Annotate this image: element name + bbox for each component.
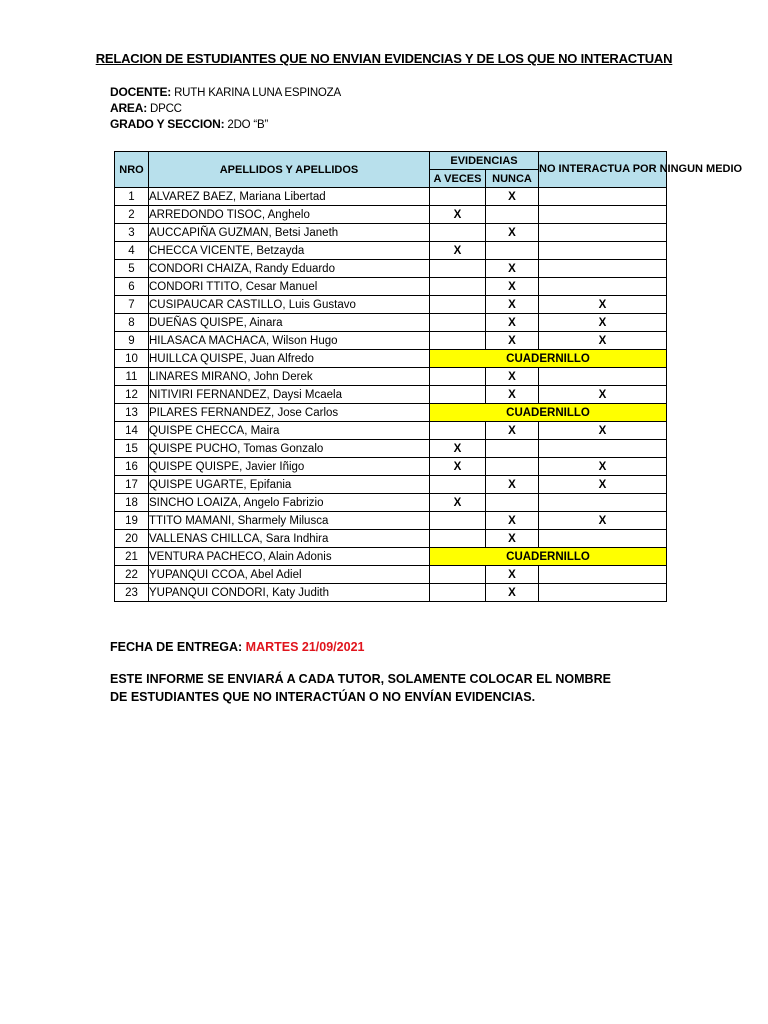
no-interactua-cell xyxy=(539,566,667,584)
row-number: 6 xyxy=(115,278,149,296)
table-row xyxy=(115,332,667,350)
student-name: YUPANQUI CCOA, Abel Adiel xyxy=(149,566,430,584)
no-interactua-cell: X xyxy=(539,386,667,404)
table-row xyxy=(115,458,667,476)
nunca-cell xyxy=(486,458,539,476)
area-label: AREA: xyxy=(110,101,147,115)
table-row xyxy=(115,440,667,458)
nunca-cell: X xyxy=(486,278,539,296)
row-number: 9 xyxy=(115,332,149,350)
row-number: 8 xyxy=(115,314,149,332)
table-row xyxy=(115,494,667,512)
row-number: 4 xyxy=(115,242,149,260)
a-veces-cell xyxy=(430,296,486,314)
nunca-cell: X xyxy=(486,260,539,278)
student-table xyxy=(114,151,743,602)
fecha-label: FECHA DE ENTREGA: xyxy=(110,640,246,654)
row-number: 17 xyxy=(115,476,149,494)
a-veces-cell xyxy=(430,278,486,296)
student-name: ARREDONDO TISOC, Anghelo xyxy=(149,206,430,224)
nunca-cell: X xyxy=(486,224,539,242)
nunca-cell: X xyxy=(486,566,539,584)
header-nro: NRO xyxy=(115,152,149,188)
student-name: VENTURA PACHECO, Alain Adonis xyxy=(149,548,430,566)
no-interactua-cell: X xyxy=(539,314,667,332)
grado-line xyxy=(110,117,268,131)
header-a-veces: A VECES xyxy=(430,170,486,188)
no-interactua-cell xyxy=(539,368,667,386)
nunca-cell: X xyxy=(486,530,539,548)
instruction-note: ESTE INFORME SE ENVIARÁ A CADA TUTOR, SOLAMENTE COLOCAR EL NOMBRE DE ESTUDIANTES QUE NO INTERACTÚAN O NO ENVÍAN EVIDENCIAS. xyxy=(110,672,611,704)
row-number: 14 xyxy=(115,422,149,440)
a-veces-cell xyxy=(430,332,486,350)
no-interactua-cell: X xyxy=(539,296,667,314)
student-name: LINARES MIRANO, John Derek xyxy=(149,368,430,386)
grado-label: GRADO Y SECCION: xyxy=(110,117,225,131)
student-name: CONDORI CHAIZA, Randy Eduardo xyxy=(149,260,430,278)
student-name: YUPANQUI CONDORI, Katy Judith xyxy=(149,584,430,602)
table-row xyxy=(115,566,667,584)
row-number: 5 xyxy=(115,260,149,278)
student-name: CHECCA VICENTE, Betzayda xyxy=(149,242,430,260)
table-row xyxy=(115,512,667,530)
nunca-cell: X xyxy=(486,296,539,314)
student-name: HUILLCA QUISPE, Juan Alfredo xyxy=(149,350,430,368)
table-row xyxy=(115,224,667,242)
student-name: ALVAREZ BAEZ, Mariana Libertad xyxy=(149,188,430,206)
student-name: NITIVIRI FERNANDEZ, Daysi Mcaela xyxy=(149,386,430,404)
cuadernillo-cell: CUADERNILLO xyxy=(430,350,667,368)
nunca-cell xyxy=(486,242,539,260)
area-value: DPCC xyxy=(147,103,182,115)
no-interactua-cell xyxy=(539,440,667,458)
student-name: HILASACA MACHACA, Wilson Hugo xyxy=(149,332,430,350)
a-veces-cell xyxy=(430,386,486,404)
student-name: QUISPE CHECCA, Maira xyxy=(149,422,430,440)
table-row xyxy=(115,206,667,224)
no-interactua-cell xyxy=(539,260,667,278)
no-interactua-cell: X xyxy=(539,476,667,494)
no-interactua-cell: X xyxy=(539,512,667,530)
row-number: 12 xyxy=(115,386,149,404)
student-name: TTITO MAMANI, Sharmely Milusca xyxy=(149,512,430,530)
header-nunca: NUNCA xyxy=(486,170,539,188)
no-interactua-cell xyxy=(539,242,667,260)
a-veces-cell: X xyxy=(430,242,486,260)
a-veces-cell xyxy=(430,584,486,602)
a-veces-cell: X xyxy=(430,458,486,476)
table-body xyxy=(115,188,667,602)
nunca-cell xyxy=(486,206,539,224)
row-number: 13 xyxy=(115,404,149,422)
no-interactua-cell: X xyxy=(539,332,667,350)
a-veces-cell xyxy=(430,476,486,494)
nunca-cell: X xyxy=(486,368,539,386)
area-line xyxy=(110,101,182,115)
table-row xyxy=(115,260,667,278)
student-name: AUCCAPIÑA GUZMAN, Betsi Janeth xyxy=(149,224,430,242)
table-row xyxy=(115,188,667,206)
a-veces-cell: X xyxy=(430,206,486,224)
table-row xyxy=(115,314,667,332)
student-name: QUISPE QUISPE, Javier Iñigo xyxy=(149,458,430,476)
nunca-cell xyxy=(486,494,539,512)
student-name: CONDORI TTITO, Cesar Manuel xyxy=(149,278,430,296)
table-row xyxy=(115,386,667,404)
table-row xyxy=(115,368,667,386)
row-number: 22 xyxy=(115,566,149,584)
nunca-cell: X xyxy=(486,422,539,440)
table-row xyxy=(115,296,667,314)
table-row xyxy=(115,422,667,440)
nunca-cell: X xyxy=(486,332,539,350)
a-veces-cell xyxy=(430,224,486,242)
table-row xyxy=(115,404,667,422)
header-no-interactua: NO INTERACTUA POR NINGUN MEDIO xyxy=(539,152,667,188)
row-number: 21 xyxy=(115,548,149,566)
a-veces-cell: X xyxy=(430,494,486,512)
table-row xyxy=(115,476,667,494)
a-veces-cell xyxy=(430,368,486,386)
a-veces-cell xyxy=(430,566,486,584)
row-number: 19 xyxy=(115,512,149,530)
row-number: 23 xyxy=(115,584,149,602)
row-number: 2 xyxy=(115,206,149,224)
a-veces-cell xyxy=(430,188,486,206)
no-interactua-cell: X xyxy=(539,422,667,440)
a-veces-cell xyxy=(430,314,486,332)
docente-label: DOCENTE: xyxy=(110,85,172,99)
no-interactua-cell xyxy=(539,530,667,548)
student-name: DUEÑAS QUISPE, Ainara xyxy=(149,314,430,332)
student-name: SINCHO LOAIZA, Angelo Fabrizio xyxy=(149,494,430,512)
row-number: 7 xyxy=(115,296,149,314)
student-name: QUISPE PUCHO, Tomas Gonzalo xyxy=(149,440,430,458)
no-interactua-cell xyxy=(539,278,667,296)
no-interactua-cell xyxy=(539,188,667,206)
no-interactua-cell: X xyxy=(539,458,667,476)
header-nombres: APELLIDOS Y APELLIDOS xyxy=(149,152,430,188)
cuadernillo-cell: CUADERNILLO xyxy=(430,404,667,422)
fecha-entrega xyxy=(110,640,364,654)
no-interactua-cell xyxy=(539,494,667,512)
nunca-cell xyxy=(486,440,539,458)
header-evidencias: EVIDENCIAS xyxy=(430,152,539,170)
student-name: QUISPE UGARTE, Epifania xyxy=(149,476,430,494)
nunca-cell: X xyxy=(486,386,539,404)
grado-value: 2DO “B” xyxy=(224,119,269,131)
row-number: 10 xyxy=(115,350,149,368)
cuadernillo-cell: CUADERNILLO xyxy=(430,548,667,566)
student-name: PILARES FERNANDEZ, Jose Carlos xyxy=(149,404,430,422)
row-number: 18 xyxy=(115,494,149,512)
no-interactua-cell xyxy=(539,224,667,242)
row-number: 15 xyxy=(115,440,149,458)
no-interactua-cell xyxy=(539,206,667,224)
a-veces-cell: X xyxy=(430,440,486,458)
a-veces-cell xyxy=(430,530,486,548)
row-number: 20 xyxy=(115,530,149,548)
table-row xyxy=(115,548,667,566)
a-veces-cell xyxy=(430,422,486,440)
student-name: CUSIPAUCAR CASTILLO, Luis Gustavo xyxy=(149,296,430,314)
nunca-cell: X xyxy=(486,314,539,332)
table-row xyxy=(115,584,667,602)
student-name: VALLENAS CHILLCA, Sara Indhira xyxy=(149,530,430,548)
table-row xyxy=(115,350,667,368)
nunca-cell: X xyxy=(486,476,539,494)
row-number: 16 xyxy=(115,458,149,476)
nunca-cell: X xyxy=(486,188,539,206)
row-number: 11 xyxy=(115,368,149,386)
table-row xyxy=(115,242,667,260)
row-number: 1 xyxy=(115,188,149,206)
docente-line xyxy=(110,85,341,99)
no-interactua-cell xyxy=(539,584,667,602)
table-row xyxy=(115,530,667,548)
nunca-cell: X xyxy=(486,512,539,530)
row-number: 3 xyxy=(115,224,149,242)
nunca-cell: X xyxy=(486,584,539,602)
fecha-value: MARTES 21/09/2021 xyxy=(245,640,365,654)
a-veces-cell xyxy=(430,512,486,530)
document-title: RELACION DE ESTUDIANTES QUE NO ENVIAN EVIDENCIAS Y DE LOS QUE NO INTERACTUAN xyxy=(95,51,673,66)
docente-value: RUTH KARINA LUNA ESPINOZA xyxy=(171,87,341,99)
table-row xyxy=(115,278,667,296)
a-veces-cell xyxy=(430,260,486,278)
